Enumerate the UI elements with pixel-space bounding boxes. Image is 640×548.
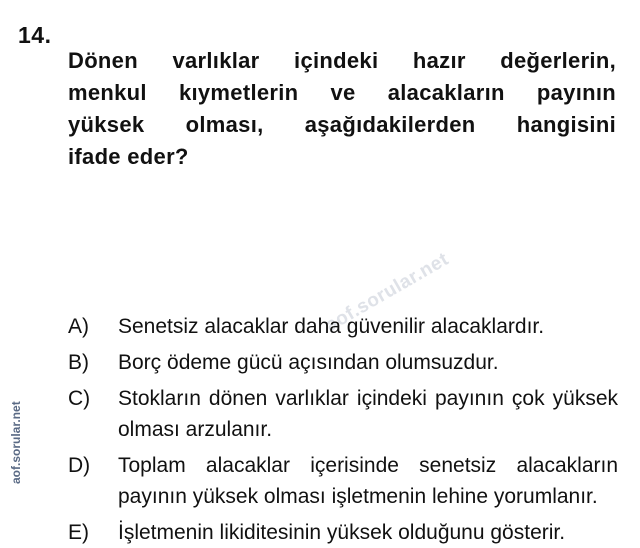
question-stem-line: Dönen varlıklar içindeki hazır değerlerin, bbox=[68, 48, 616, 73]
option-b[interactable] bbox=[68, 347, 618, 378]
option-a[interactable] bbox=[68, 311, 618, 342]
question-stem-line: yüksek olması, aşağıdakilerden hangisini bbox=[68, 112, 616, 137]
option-letter: A) bbox=[68, 315, 89, 338]
option-letter: B) bbox=[68, 351, 89, 374]
question-stem-line: menkul kıymetlerin ve alacakların payının bbox=[68, 80, 616, 105]
option-e[interactable] bbox=[68, 517, 618, 548]
option-text: Toplam alacaklar içerisinde senetsiz alacakların payının yüksek olması işletmenin lehine yorumlanır. bbox=[118, 454, 618, 508]
question-number: 14. bbox=[18, 22, 52, 48]
option-c[interactable] bbox=[68, 383, 618, 445]
option-letter: C) bbox=[68, 387, 91, 410]
question-stem bbox=[68, 45, 616, 173]
option-d[interactable] bbox=[68, 450, 618, 512]
option-text: Borç ödeme gücü açısından olumsuzdur. bbox=[118, 351, 499, 374]
option-letter: E) bbox=[68, 521, 89, 544]
option-letter: D) bbox=[68, 454, 91, 477]
option-text: Stokların dönen varlıklar içindeki payının çok yüksek olması arzulanır. bbox=[118, 387, 618, 441]
question-stem-line: ifade eder? bbox=[68, 144, 189, 169]
watermark-side: aof.sorular.net bbox=[9, 401, 23, 484]
watermark-center: aof.sorular.net bbox=[322, 248, 453, 337]
option-text: İşletmenin likiditesinin yüksek olduğunu gösterir. bbox=[118, 521, 566, 544]
answer-options bbox=[68, 311, 618, 548]
option-text: Senetsiz alacaklar daha güvenilir alacaklardır. bbox=[118, 315, 545, 338]
